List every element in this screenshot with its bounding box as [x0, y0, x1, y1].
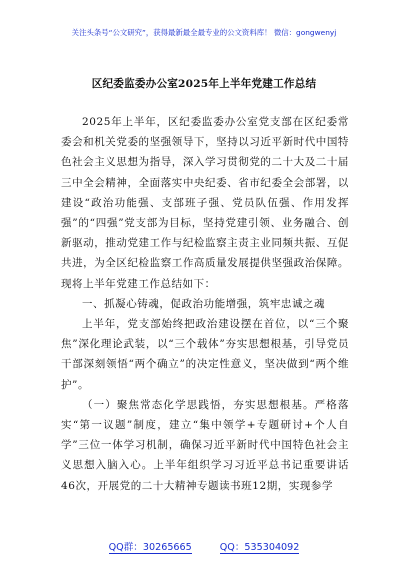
footer-contact [0, 539, 408, 553]
paragraph-subsection-1: （一）聚焦常态化学思践悟，夯实思想根基。严格落实“第一议题”制度，建立“集中领学+专题研讨+个人自学”三位一体学习机制，确保习近平新时代中国特色社会主义思想入脑入心。上半年组织学习习近平总书记重要讲话46次，开展党的二十大精神专题读书班12期，实现参学 [61, 398, 349, 492]
paragraph-section-1: 上半年，党支部始终把政治建设摆在首位，以“三个聚焦”深化理论武装，以“三个载体”夯实思想根基，引导党员干部深刻领悟“两个确立”的决定性意义，坚决做到“两个维护”。 [61, 318, 349, 391]
header-banner-link[interactable]: 关注头条号“公文研究”，获得最新最全最专业的公文资料库！ 微信：gongwenyj [71, 28, 337, 37]
paragraph-intro: 2025年上半年，区纪委监委办公室党支部在区纪委常委会和机关党委的坚强领导下，坚持以习近平新时代中国特色社会主义思想为指导，深入学习贯彻党的二十大及二十届三中全会精神，全面落实中央纪委、省市纪委全会部署，以建设“政治功能强、支部班子强、党员队伍强、作用发挥强”的“四强”党支部为目标，坚持党建引领、业务融合、创新驱动，推动党建工作与纪检监察主责主业同频共振、互促共进，为全区纪检监察工作高质量发展提供坚强政治保障。现将上半年党建工作总结如下： [61, 116, 349, 290]
qq-contact-link[interactable]: QQ：535304092 [219, 542, 300, 553]
section-heading-1: 一、抓凝心铸魂，促政治功能增强，筑牢忠诚之魂 [82, 297, 326, 310]
document-title: 区纪委监委办公室2025年上半年党建工作总结 [91, 78, 317, 90]
document-body [61, 112, 349, 496]
qq-group-link[interactable]: QQ群：30265665 [108, 542, 192, 553]
header-banner [0, 27, 408, 38]
